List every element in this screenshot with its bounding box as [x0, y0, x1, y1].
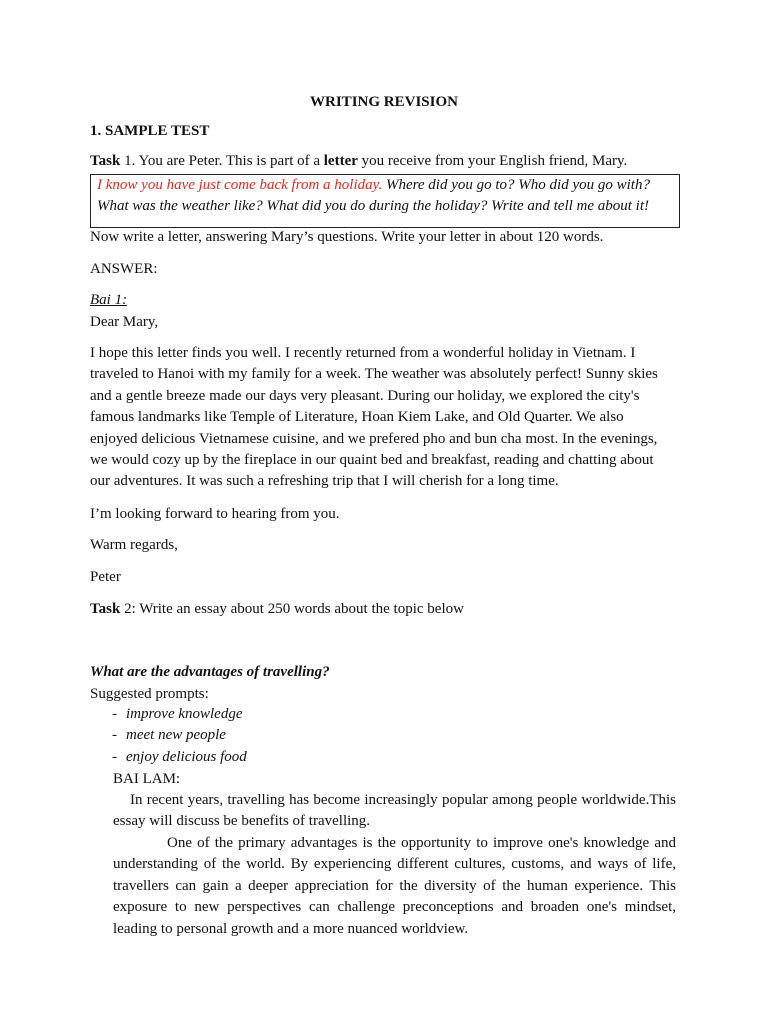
instruction: Now write a letter, answering Mary’s questions. Write your letter in about 120 words. [90, 229, 604, 245]
prompts-list [112, 704, 678, 768]
greeting: Dear Mary, [90, 314, 159, 330]
section-heading: 1. SAMPLE TEST [90, 123, 210, 139]
excerpt-line1-rest: Where did you go to? Who did you go with? [382, 177, 650, 193]
task2-label: Task [90, 601, 121, 617]
prompts-label: Suggested prompts: [90, 686, 209, 702]
answer-label: ANSWER: [90, 261, 158, 277]
list-item [112, 704, 678, 725]
task1-label: Task [90, 153, 121, 169]
task2-prompt [90, 599, 464, 620]
essay-question: What are the advantages of travelling? [90, 664, 330, 680]
signature: Peter [90, 569, 121, 585]
essay-paragraph-2: One of the primary advantages is the opportunity to improve one's knowledge and understanding of the world. By experiencing different cultures, customs, and ways of life, travellers can gain a deeper appreciation for the diversity of the human experience. This exposure to new perspectives can challenge preconceptions and broaden one's mindset, leading to personal growth and a more nuanced worldview. [113, 835, 676, 937]
letter-excerpt-box [90, 174, 680, 228]
bai1-label: Bai 1: [90, 292, 128, 308]
prompt-text: enjoy delicious food [126, 748, 247, 765]
dash-bullet: - [112, 706, 117, 722]
excerpt-line-2: What was the weather like? What did you do during the holiday? Write and tell me about it! [97, 198, 650, 214]
prompt-text: meet new people [126, 727, 226, 744]
dash-bullet: - [112, 748, 117, 765]
excerpt-red-text: I know you have just come back from a holiday. [97, 177, 383, 193]
list-item [112, 725, 678, 746]
bai-lam-label: BAI LAM: [113, 771, 181, 787]
excerpt-line-1 [97, 175, 673, 196]
task1-bold-word: letter [323, 153, 358, 169]
essay-paragraph-1: In recent years, travelling has become increasingly popular among people worldwide.This essay will discuss be benefits of travelling. [113, 792, 676, 830]
closing-line: I’m looking forward to hearing from you. [90, 506, 340, 522]
dash-bullet: - [112, 727, 117, 744]
task1-prompt [90, 151, 627, 172]
task1-rest: you receive from your English friend, Mary. [357, 153, 628, 169]
document-title: WRITING REVISION [310, 94, 458, 110]
prompt-text: improve knowledge [126, 706, 243, 722]
task1-number: 1. You are Peter. This is part of a [120, 153, 324, 169]
sign-off: Warm regards, [90, 537, 178, 553]
list-item [112, 747, 678, 768]
letter-body: I hope this letter finds you well. I recently returned from a wonderful holiday in Vietnam. I traveled to Hanoi with my family for a week. The weather was absolutely perfect! Sunny skies and a gentle breeze made our days very pleasant. During our holiday, we explored the city's famous landmarks like Temple of Literature, Hoan Kiem Lake, and Old Quarter. We also enjoyed delicious Vietnamese cuisine, and we prefered pho and bun cha most. In the evenings, we would cozy up by the fireplace in our quaint bed and breakfast, reading and chatting about our adventures. It was such a refreshing trip that I will cherish for a long time. [90, 345, 658, 490]
task2-rest: 2: Write an essay about 250 words about the topic below [120, 601, 464, 617]
